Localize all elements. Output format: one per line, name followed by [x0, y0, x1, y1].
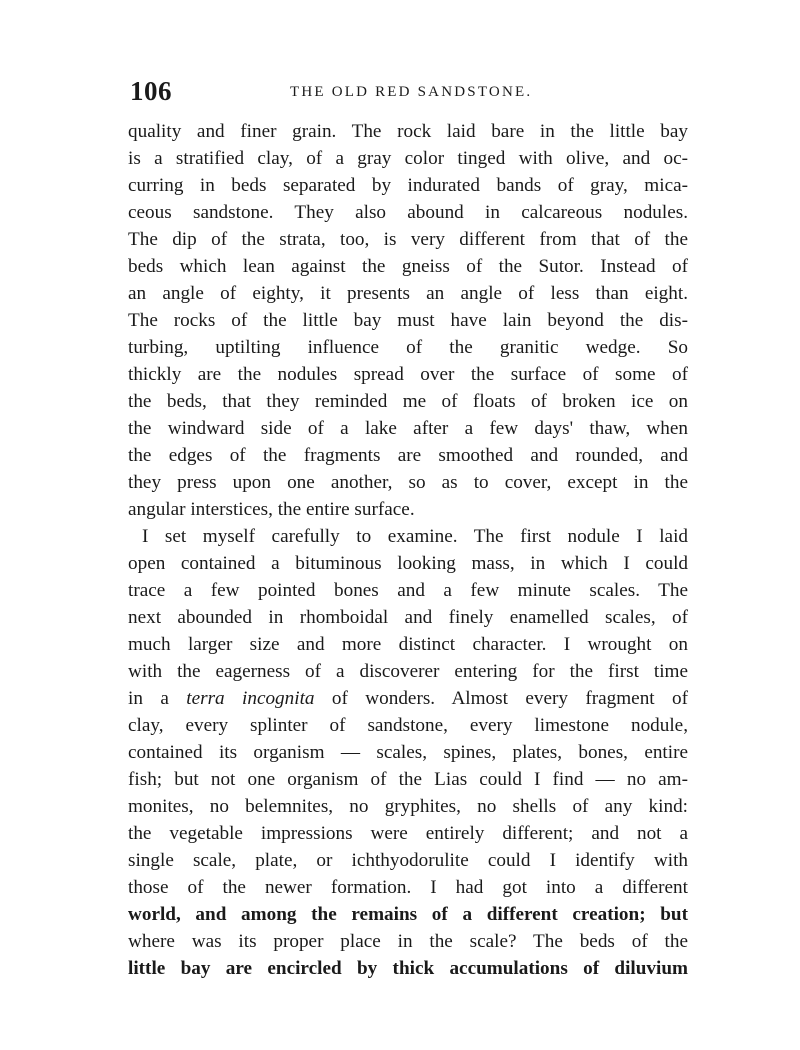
text-line: the edges of the fragments are smoothed and rounded, and	[128, 445, 688, 466]
text-line: thickly are the nodules spread over the surface of some of	[128, 364, 688, 385]
text-line: single scale, plate, or ichthyodorulite could I identify with	[128, 850, 688, 871]
text-line: world, and among the remains of a different creation; but	[128, 904, 688, 925]
text-line: next abounded in rhomboidal and finely enamelled scales, of	[128, 607, 688, 628]
text-line: an angle of eighty, it presents an angle of less than eight.	[128, 283, 688, 304]
text-line: the vegetable impressions were entirely different; and not a	[128, 823, 688, 844]
text-line: ceous sandstone. They also abound in calcareous nodules.	[128, 202, 688, 223]
page-number: 106	[130, 76, 172, 106]
text-line: the windward side of a lake after a few days' thaw, when	[128, 418, 688, 439]
text-line: beds which lean against the gneiss of the Sutor. Instead of	[128, 256, 688, 277]
line-tail: of wonders. Almost every fragment of	[314, 688, 688, 709]
text-line: turbing, uptilting influence of the granitic wedge. So	[128, 337, 688, 358]
text-line: The dip of the strata, too, is very different from that of the	[128, 229, 688, 250]
text-line: much larger size and more distinct character. I wrought on	[128, 634, 688, 655]
body-text	[128, 118, 688, 982]
text-line: where was its proper place in the scale? The beds of the	[128, 931, 688, 952]
text-line: curring in beds separated by indurated bands of gray, mica-	[128, 175, 688, 196]
text-line: the beds, that they reminded me of floats of broken ice on	[128, 391, 688, 412]
text-line: clay, every splinter of sandstone, every limestone nodule,	[128, 715, 688, 736]
text-line: monites, no belemnites, no gryphites, no shells of any kind:	[128, 796, 688, 817]
text-line: open contained a bituminous looking mass, in which I could	[128, 553, 688, 574]
paragraph-first-line: I set myself carefully to examine. The first nodule I laid	[142, 526, 688, 547]
text-line: little bay are encircled by thick accumulations of diluvium	[128, 958, 688, 979]
text-line: trace a few pointed bones and a few minute scales. The	[128, 580, 688, 601]
text-line: angular interstices, the entire surface.	[128, 499, 415, 520]
text-line: with the eagerness of a discoverer entering for the first time	[128, 661, 688, 682]
text-line: contained its organism — scales, spines, plates, bones, entire	[128, 742, 688, 763]
line-start: in a	[128, 688, 187, 709]
text-line: quality and finer grain. The rock laid bare in the little bay	[128, 121, 688, 142]
page-header	[130, 76, 690, 112]
text-line: The rocks of the little bay must have lain beyond the dis-	[128, 310, 688, 331]
text-line: they press upon one another, so as to cover, except in the	[128, 472, 688, 493]
text-line: those of the newer formation. I had got into a different	[128, 877, 688, 898]
text-line: fish; but not one organism of the Lias could I find — no am-	[128, 769, 688, 790]
running-head: THE OLD RED SANDSTONE.	[290, 84, 533, 100]
italic-phrase: terra incognita	[186, 688, 315, 709]
text-line: is a stratified clay, of a gray color tinged with olive, and oc-	[128, 148, 688, 169]
text-line-with-italic	[128, 685, 688, 712]
